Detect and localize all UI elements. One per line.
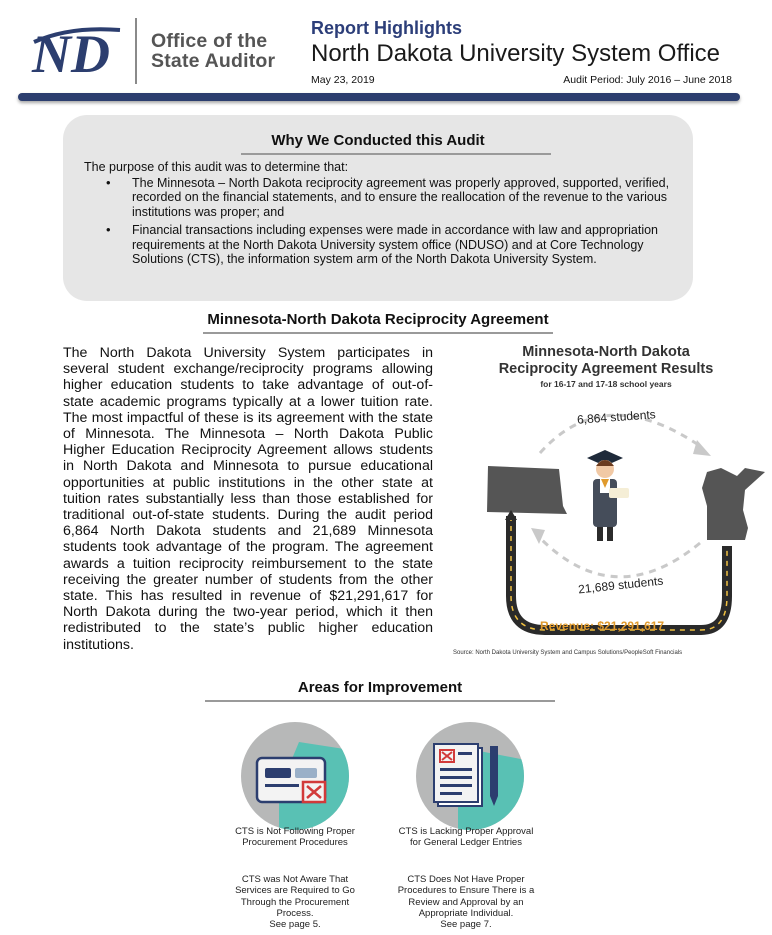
why-audit-title: Why We Conducted this Audit (271, 132, 485, 149)
reciprocity-section-title: Minnesota-North Dakota Reciprocity Agreement (207, 311, 549, 328)
infographic-subtitle: for 16-17 and 17-18 school years (540, 379, 672, 389)
header-divider-bar (18, 93, 740, 101)
why-title-underline (241, 153, 551, 155)
card-see-page: See page 7. (440, 919, 492, 931)
logo-line-2: State Auditor (151, 50, 276, 72)
north-dakota-state-icon (487, 466, 567, 514)
improvement-section-title: Areas for Improvement (297, 679, 463, 696)
improvement-title-underline (205, 700, 555, 702)
state-auditor-logo (30, 22, 122, 84)
infographic-title-line-2: Reciprocity Agreement Results (498, 361, 714, 377)
dashed-arrow-arc (540, 538, 700, 577)
logo-monogram: ND (32, 24, 110, 84)
logo-text (151, 31, 275, 71)
card-caption: CTS is Lacking Proper Approval for General Ledger Entries (398, 826, 534, 849)
graduate-student-icon (587, 450, 629, 541)
reciprocity-body-text: The North Dakota University System participates in several student exchange/reciprocity programs allowing higher education students to take advantage of out-of-state academic programs typically at a lower tuition rate. The most impactful of these is its agreement with the state of Minnesota. The Minnesota – North Dakota Public Higher Education Reciprocity Agreement allows students in North Dakota and Minnesota to pursue educational opportunities at public institutions in the other state at tuition rates substantially less than those established for traditional out-of-state students. During the audit period 6,864 North Dakota students and 21,689 Minnesota students took advantage of the program. The agreement awards a tuition reciprocity reimbursement to the state receiving the greater number of students from the other state. This has resulted in revenue of $21,291,617 for North Dakota during the two-year period, which it then redistributed to the state’s public higher education institutions. (63, 345, 433, 653)
infographic-title (445, 344, 767, 378)
procurement-card-icon (239, 720, 351, 832)
report-highlights-label: Report Highlights (311, 18, 462, 38)
organization-title: North Dakota University System Office (311, 40, 721, 67)
improvement-card (225, 710, 365, 935)
card-description-text: CTS was Not Aware That Services are Required to Go Through the Procurement Process. (235, 874, 355, 919)
card-description-text: CTS Does Not Have Proper Procedures to Ensure There is a Review and Approval by an Appropriate Individual. (397, 874, 535, 919)
card-description (396, 874, 536, 930)
why-bullet-list (84, 176, 680, 270)
why-intro: The purpose of this audit was to determine that: (84, 160, 349, 174)
audit-period: Audit Period: July 2016 – June 2018 (563, 74, 732, 86)
infographic-title-line-1: Minnesota-North Dakota (522, 344, 690, 360)
ledger-approval-icon (414, 720, 526, 832)
report-date: May 23, 2019 (311, 74, 375, 86)
card-see-page: See page 5. (269, 919, 321, 931)
infographic-source: Source: North Dakota University System and Campus Solutions/PeopleSoft Financials (453, 650, 683, 656)
logo-line-1: Office of the (151, 30, 268, 52)
improvement-card (396, 710, 536, 935)
card-description (225, 874, 365, 930)
revenue-label: Revenue: $21,291,617 (540, 619, 665, 633)
mn-students-label: 21,689 students (577, 573, 664, 597)
reciprocity-title-underline (203, 332, 553, 334)
card-caption: CTS is Not Following Proper Procurement Procedures (235, 826, 355, 849)
minnesota-state-icon (702, 468, 765, 540)
logo-divider (135, 18, 137, 84)
why-bullet: • Financial transactions including expenses were made in accordance with law and appropriation requirements at the North Dakota University system office (NDUSO) and at Core Technology Solutions (CTS), the information system arm of the North Dakota University System. (84, 223, 680, 266)
nd-students-label: 6,864 students (576, 407, 657, 427)
why-bullet: • The Minnesota – North Dakota reciprocity agreement was properly approved, supported, verified, recorded on the financial statements, and to ensure the reallocation of the revenue to the various institutions was proper; and (84, 176, 680, 219)
